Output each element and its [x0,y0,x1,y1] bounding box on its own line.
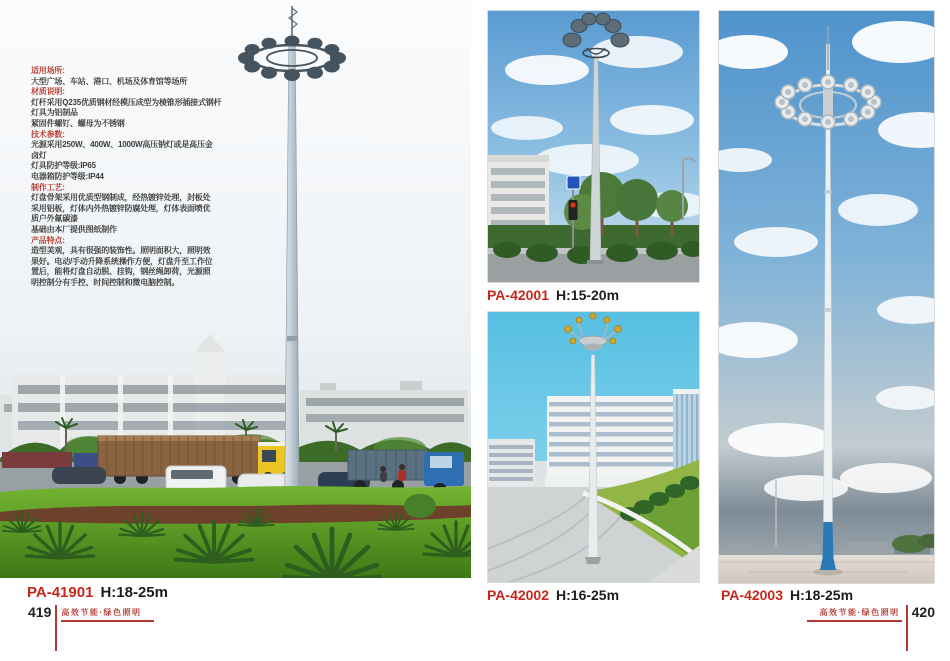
product-label-pa-42002 [487,587,619,603]
spec-line: 采用铝板，灯体内外热镀锌防腐处理，灯体表面喷优 [31,203,211,213]
spec-line: 果好。电动/手动升降系统操作方便，灯盘升至工作位 [31,256,213,266]
spec-line: 卤灯 [31,150,47,160]
product-label-pa-42001 [487,287,619,303]
footer-divider [906,605,908,651]
spec-line: 造型美观，具有很强的装饰性。照明面积大，照明效 [31,246,211,256]
footer-divider [55,605,57,651]
photo-pa-42003 [718,10,935,584]
model-code: PA-42001 [487,287,550,303]
model-code: PA-41901 [27,584,94,601]
spec-heading: 材质说明: [31,87,65,97]
spec-line: 灯杆采用Q235优质钢材经模压成型为棱锥形插接式钢杆 [31,97,222,107]
photo-pa-42002 [487,311,700,583]
footer-slogan: 高效节能·绿色照明 [61,605,153,622]
height-range: H:18-25m [790,587,854,603]
height-range: H:16-25m [556,587,620,603]
spec-line: 大型广场、车站、港口、机场及体育馆等场所 [31,76,187,86]
model-code: PA-42003 [721,587,784,603]
spec-line: 明控制分有手控、时间控制和微电脑控制。 [31,277,180,287]
page-number: 420 [911,604,935,620]
height-range: H:15-20m [556,287,620,303]
spec-line: 光源采用250W、400W、1000W高压钠灯或是高压金 [31,140,213,150]
spec-line: 灯具防护等级:IP65 [31,161,96,171]
footer-slogan: 高效节能·绿色照明 [807,605,901,622]
page-footer-right [807,605,935,651]
spec-heading: 适用场所: [31,66,65,75]
photo-pa-42002-art [487,311,700,583]
photo-pa-42001-art [487,10,700,283]
page-number: 419 [28,604,52,620]
product-label-pa-41901 [27,584,168,601]
spec-heading: 制作工艺: [31,182,65,192]
spec-line: 电器箱防护等级:IP44 [31,171,104,181]
spec-heading: 技术参数: [31,129,65,139]
spec-line: 紧固件螺钉、螺母为不锈钢 [31,118,125,128]
spec-line: 灯具为铝制品 [31,108,78,118]
spec-sheet [31,66,241,288]
spec-line: 灯盘骨架采用优质型钢制成，经热镀锌处理，封板处 [31,193,211,203]
page-footer-left [28,605,154,651]
photo-pa-42001 [487,10,700,283]
product-label-pa-42003 [721,587,853,603]
spec-heading: 产品特点: [31,235,65,245]
height-range: H:18-25m [100,584,168,601]
spec-line: 基础由本厂提供图纸制作 [31,224,117,234]
photo-pa-42003-art [718,10,935,584]
spec-line: 质户外氟碳漆 [31,214,78,224]
spec-line: 置后，能将灯盘自动脱、挂钩，钢丝绳卸荷，光源照 [31,267,211,277]
model-code: PA-42002 [487,587,550,603]
